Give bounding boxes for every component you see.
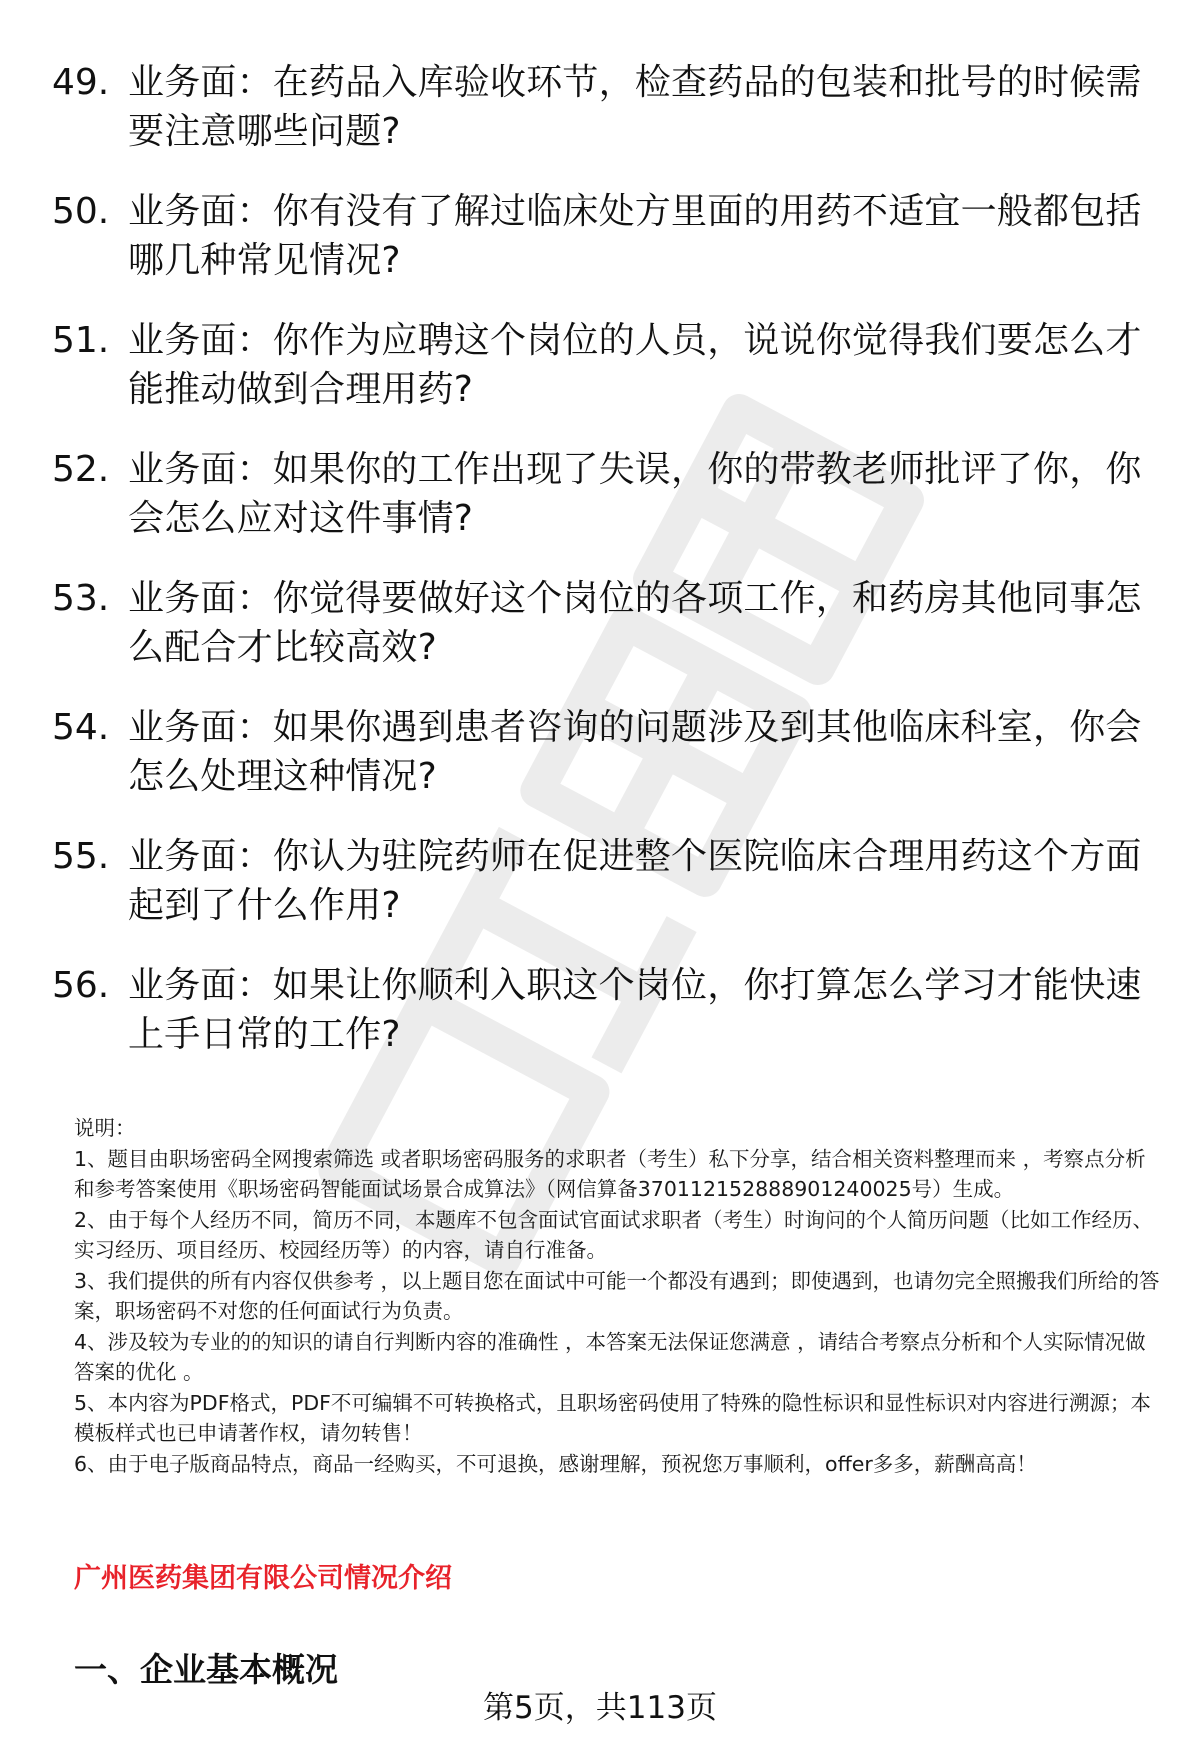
question-text: 业务面：你作为应聘这个岗位的人员，说说你觉得我们要怎么才能推动做到合理用药?: [128, 320, 1142, 410]
list-item: [52, 58, 1152, 156]
list-item: [52, 445, 1152, 543]
notes-heading: 说明：: [74, 1116, 136, 1140]
note-item: 1、题目由职场密码全网搜索筛选 或者职场密码服务的求职者（考生）私下分享，结合相关资料整理而来 ，考察点分析和参考答案使用《职场密码智能面试场景合成算法》（网信算备370112152888901240025号）生成。: [74, 1146, 1146, 1201]
list-item: [52, 961, 1152, 1059]
question-number: 52.: [52, 449, 110, 490]
question-number: 54.: [52, 707, 110, 748]
notes-section: [74, 1113, 1160, 1479]
section-heading: 一、企业基本概况: [74, 1650, 338, 1689]
question-text: 业务面：在药品入库验收环节，检查药品的包装和批号的时候需要注意哪些问题?: [128, 62, 1142, 152]
question-number: 56.: [52, 965, 110, 1006]
note-item: 4、涉及较为专业的的知识的请自行判断内容的准确性 ，本答案无法保证您满意 ，请结合考察点分析和个人实际情况做答案的优化 。: [74, 1329, 1146, 1384]
list-item: [52, 703, 1152, 801]
list-item: [52, 316, 1152, 414]
question-number: 50.: [52, 191, 110, 232]
note-item: 2、由于每个人经历不同，简历不同，本题库不包含面试官面试求职者（考生）时询问的个人简历问题（比如工作经历、实习经历、项目经历、校园经历等）的内容，请自行准备。: [74, 1207, 1154, 1262]
company-title: 广州医药集团有限公司情况介绍: [74, 1563, 452, 1594]
question-text: 业务面：你认为驻院药师在促进整个医院临床合理用药这个方面起到了什么作用?: [128, 836, 1142, 926]
question-text: 业务面：如果让你顺利入职这个岗位，你打算怎么学习才能快速上手日常的工作?: [128, 965, 1142, 1055]
note-item: 3、我们提供的所有内容仅供参考 ，以上题目您在面试中可能一个都没有遇到；即使遇到，也请勿完全照搬我们所给的答案，职场密码不对您的任何面试行为负责。: [74, 1268, 1160, 1323]
question-number: 53.: [52, 578, 110, 619]
question-number: 49.: [52, 62, 110, 103]
question-text: 业务面：你觉得要做好这个岗位的各项工作，和药房其他同事怎么配合才比较高效?: [128, 578, 1142, 668]
question-text: 业务面：如果你的工作出现了失误，你的带教老师批评了你，你会怎么应对这件事情?: [128, 449, 1142, 539]
question-text: 业务面：你有没有了解过临床处方里面的用药不适宜一般都包括哪几种常见情况?: [128, 191, 1142, 281]
question-number: 51.: [52, 320, 110, 361]
list-item: [52, 187, 1152, 285]
page-number: 第5页，共113页: [483, 1690, 717, 1726]
list-item: [52, 832, 1152, 930]
question-text: 业务面：如果你遇到患者咨询的问题涉及到其他临床科室，你会怎么处理这种情况?: [128, 707, 1142, 797]
note-item: 5、本内容为PDF格式，PDF不可编辑不可转换格式，且职场密码使用了特殊的隐性标识和显性标识对内容进行溯源；本模板样式也已申请著作权，请勿转售！: [74, 1390, 1151, 1445]
note-item: 6、由于电子版商品特点，商品一经购买，不可退换，感谢理解，预祝您万事顺利，offer多多，薪酬高高！: [74, 1451, 1037, 1476]
question-list: [52, 58, 1152, 1090]
question-number: 55.: [52, 836, 110, 877]
list-item: [52, 574, 1152, 672]
